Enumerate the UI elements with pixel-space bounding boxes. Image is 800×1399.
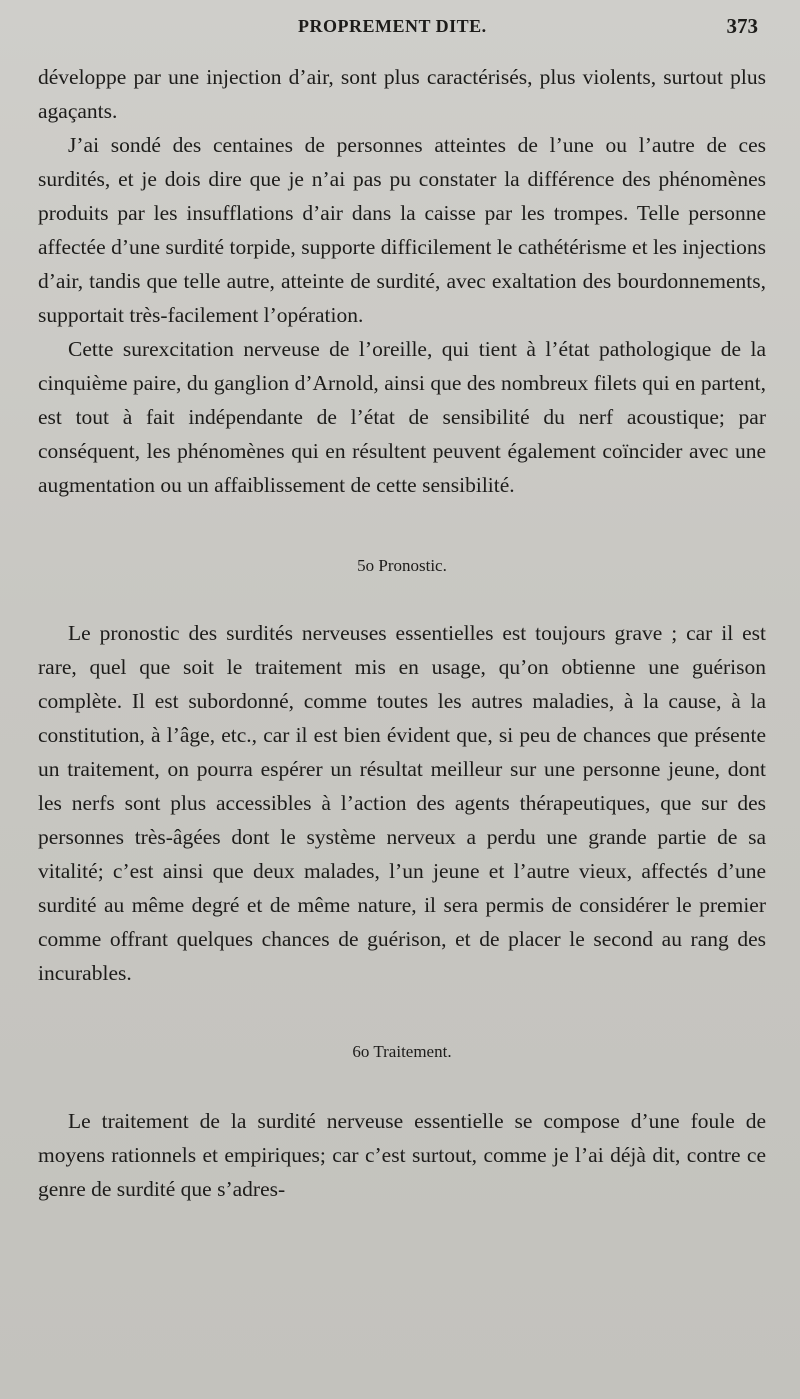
running-title: PROPREMENT DITE. xyxy=(298,16,487,36)
paragraph-continuation: développe par une injection d’air, sont plus caractérisés, plus violents, surtout plus agaçants. xyxy=(38,65,766,123)
section-heading-pronostic: 5o Pronostic. xyxy=(357,556,447,575)
page-number: 373 xyxy=(726,14,758,38)
running-head xyxy=(38,14,766,44)
paragraph-sondage: J’ai sondé des centaines de personnes atteintes de l’une ou l’autre de ces surdités, et je dois dire que je n’ai pas pu constater la différence des phénomènes produits par les insufflations d’air dans la caisse par les trompes. Telle personne affectée d’une surdité torpide, supporte difficilement le cathétérisme et les injections d’air, tandis que telle autre, atteinte de surdité, avec exaltation des bourdonnements, supportait très-facilement l’opération. xyxy=(38,133,766,327)
paragraph-surexcitation: Cette surexcitation nerveuse de l’oreille, qui tient à l’état pathologique de la cinquième paire, du ganglion d’Arnold, ainsi que des nombreux filets qui en partent, est tout à fait indépendante de l’état de sensibilité du nerf acoustique; par conséquent, les phénomènes qui en résultent peuvent également coïncider avec une augmentation ou un affaiblissement de cette sensibilité. xyxy=(38,337,766,497)
paragraph-pronostic: Le pronostic des surdités nerveuses essentielles est toujours grave ; car il est rare, quel que soit le traitement mis en usage, qu’on obtienne une guérison complète. Il est subordonné, comme toutes les autres maladies, à la cause, à la constitution, à l’âge, etc., car il est bien évident que, si peu de chances que présente un traitement, on pourra espérer un résultat meilleur sur une personne jeune, dont les nerfs sont plus accessibles à l’action des agents thérapeutiques, que sur des personnes très-âgées dont le système nerveux a perdu une grande partie de sa vitalité; c’est ainsi que deux malades, l’un jeune et l’autre vieux, affectés d’une surdité au même degré et de même nature, il sera permis de considérer le premier comme offrant quelques chances de guérison, et de placer le second au rang des incurables. xyxy=(38,621,766,985)
paragraph-traitement: Le traitement de la surdité nerveuse essentielle se compose d’une foule de moyens rationnels et empiriques; car c’est surtout, comme je l’ai déjà dit, contre ce genre de surdité que s’adres- xyxy=(38,1109,766,1201)
section-heading-traitement: 6o Traitement. xyxy=(352,1042,452,1061)
